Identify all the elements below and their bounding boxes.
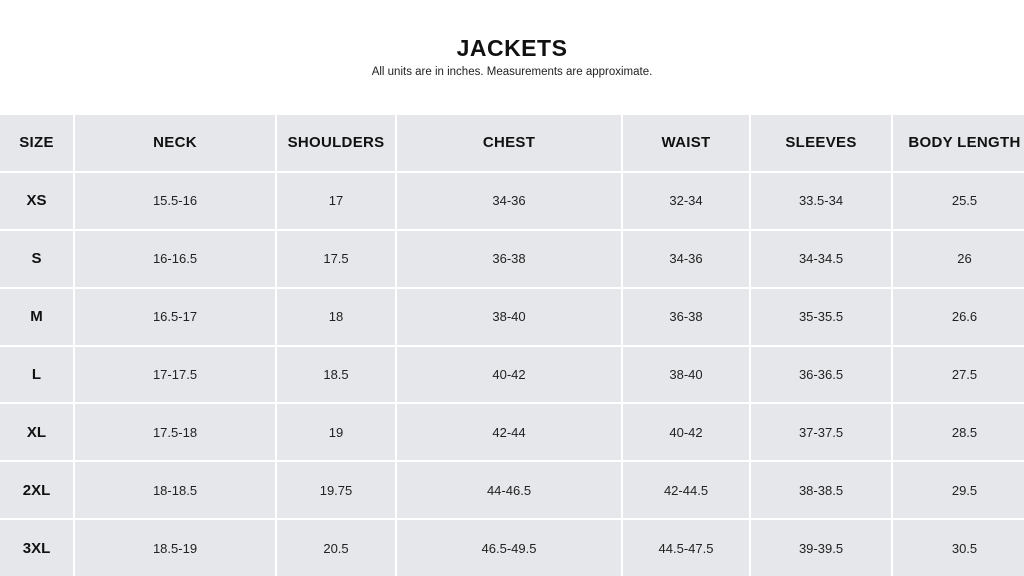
table-cell-shoulders: 18.5 (277, 347, 395, 403)
column-header-chest: CHEST (397, 115, 621, 171)
table-cell-body-length: 30.5 (893, 520, 1024, 576)
table-cell-shoulders: 17 (277, 173, 395, 229)
table-cell-body-length: 26 (893, 231, 1024, 287)
table-cell-sleeves: 36-36.5 (751, 347, 891, 403)
table-cell-waist: 38-40 (623, 347, 749, 403)
table-cell-neck: 17-17.5 (75, 347, 275, 403)
table-cell-neck: 18.5-19 (75, 520, 275, 576)
table-cell-shoulders: 19.75 (277, 462, 395, 518)
row-size-label: L (0, 347, 73, 403)
table-cell-body-length: 26.6 (893, 289, 1024, 345)
table-cell-body-length: 28.5 (893, 404, 1024, 460)
table-cell-chest: 34-36 (397, 173, 621, 229)
column-header-shoulders: SHOULDERS (277, 115, 395, 171)
table-cell-chest: 38-40 (397, 289, 621, 345)
column-header-waist: WAIST (623, 115, 749, 171)
table-cell-waist: 42-44.5 (623, 462, 749, 518)
table-cell-waist: 34-36 (623, 231, 749, 287)
table-cell-sleeves: 35-35.5 (751, 289, 891, 345)
table-cell-chest: 40-42 (397, 347, 621, 403)
table-cell-waist: 40-42 (623, 404, 749, 460)
column-header-size: SIZE (0, 115, 73, 171)
column-header-body-length: BODY LENGTH (893, 115, 1024, 171)
table-cell-sleeves: 37-37.5 (751, 404, 891, 460)
table-cell-body-length: 27.5 (893, 347, 1024, 403)
column-header-neck: NECK (75, 115, 275, 171)
row-size-label: XS (0, 173, 73, 229)
table-cell-waist: 36-38 (623, 289, 749, 345)
table-cell-neck: 16-16.5 (75, 231, 275, 287)
row-size-label: 2XL (0, 462, 73, 518)
table-cell-sleeves: 39-39.5 (751, 520, 891, 576)
table-cell-body-length: 25.5 (893, 173, 1024, 229)
table-cell-sleeves: 38-38.5 (751, 462, 891, 518)
column-header-sleeves: SLEEVES (751, 115, 891, 171)
table-cell-shoulders: 20.5 (277, 520, 395, 576)
page-title: JACKETS (456, 35, 568, 61)
table-cell-sleeves: 33.5-34 (751, 173, 891, 229)
table-cell-body-length: 29.5 (893, 462, 1024, 518)
table-cell-neck: 16.5-17 (75, 289, 275, 345)
row-size-label: M (0, 289, 73, 345)
table-cell-shoulders: 19 (277, 404, 395, 460)
table-cell-neck: 15.5-16 (75, 173, 275, 229)
row-size-label: XL (0, 404, 73, 460)
table-cell-shoulders: 17.5 (277, 231, 395, 287)
table-cell-sleeves: 34-34.5 (751, 231, 891, 287)
table-cell-neck: 18-18.5 (75, 462, 275, 518)
table-cell-chest: 44-46.5 (397, 462, 621, 518)
table-cell-waist: 44.5-47.5 (623, 520, 749, 576)
table-cell-chest: 42-44 (397, 404, 621, 460)
table-cell-shoulders: 18 (277, 289, 395, 345)
table-cell-chest: 36-38 (397, 231, 621, 287)
row-size-label: 3XL (0, 520, 73, 576)
table-cell-waist: 32-34 (623, 173, 749, 229)
table-cell-neck: 17.5-18 (75, 404, 275, 460)
row-size-label: S (0, 231, 73, 287)
table-cell-chest: 46.5-49.5 (397, 520, 621, 576)
size-table (0, 113, 1024, 576)
page-subtitle: All units are in inches. Measurements are approximate. (371, 66, 653, 78)
